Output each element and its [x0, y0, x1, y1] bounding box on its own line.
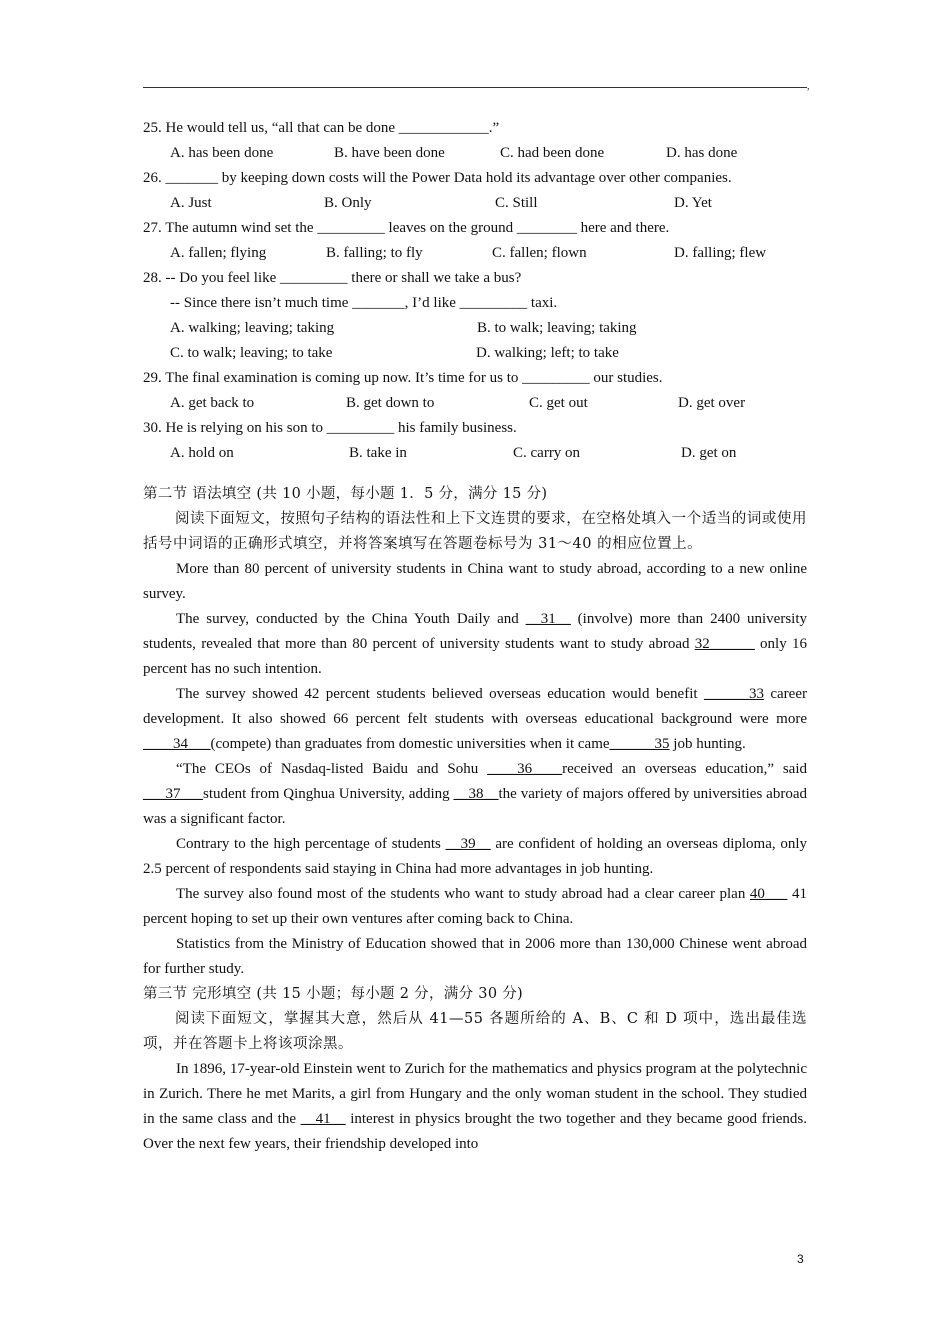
- option-b: B. falling; to fly: [326, 245, 423, 261]
- option-a: A. walking; leaving; taking: [170, 320, 335, 336]
- section-2-paragraph-2: The survey, conducted by the China Youth Daily and __31__ (involve) more than 2400 university students, revealed that more than 80 percent of university students want to study abroad 32______ only 16 percent has no such intention.: [143, 611, 808, 677]
- option-c: C. to walk; leaving; to take: [170, 345, 333, 361]
- option-d: D. walking; left; to take: [476, 345, 619, 361]
- blank-41: __41__: [300, 1111, 346, 1127]
- option-c: C. had been done: [500, 145, 605, 161]
- option-a: A. Just: [170, 195, 212, 211]
- question-28-stem-reply: -- Since there isn’t much time _______, I’d like _________ taxi.: [170, 295, 558, 311]
- blank-33: ______33: [703, 686, 764, 702]
- option-a: A. get back to: [170, 395, 255, 411]
- question-28-options-cd: [143, 341, 807, 366]
- blank-32: 32______: [694, 636, 755, 652]
- blank-39: __39__: [445, 836, 491, 852]
- option-b: B. take in: [349, 445, 407, 461]
- section-2-paragraph-4: “The CEOs of Nasdaq-listed Baidu and Sohu ____36____received an overseas education,” said ___37___student from Qinghua University, adding __38__the variety of majors offered by universities abroad was a significant factor.: [143, 761, 807, 827]
- option-a: A. hold on: [170, 445, 234, 461]
- question-29-stem: 29. The final examination is coming up now. It’s time for us to _________ our studies.: [143, 370, 663, 386]
- blank-40: 40___: [749, 886, 788, 902]
- blank-34: ____34___: [143, 736, 211, 752]
- option-c: C. carry on: [513, 445, 581, 461]
- question-27-stem: 27. The autumn wind set the _________ leaves on the ground ________ here and there.: [143, 220, 670, 236]
- section-2-paragraph-3: The survey showed 42 percent students believed overseas education would benefit ______33 career development. It also showed 66 percent felt students with overseas educational background were more ____34___(compete) than graduates from domestic universities when it came______35 job hunting.: [143, 686, 807, 752]
- option-d: D. get on: [681, 445, 737, 461]
- option-a: A. has been done: [170, 145, 274, 161]
- section-2-paragraph-1: More than 80 percent of university students in China want to study abroad, according to a new online survey.: [143, 561, 807, 602]
- question-25-stem: 25. He would tell us, “all that can be done ____________.”: [143, 120, 500, 136]
- page-content: [143, 116, 807, 1157]
- section-2-title: 第二节 语法填空 (共 10 小题，每小题 1．5 分，满分 15 分): [143, 486, 548, 502]
- blank-31: __31__: [525, 611, 571, 627]
- section-2-instruction: 阅读下面短文，按照句子结构的语法性和上下文连贯的要求，在空格处填入一个适当的词或使用括号中词语的正确形式填空，并将答案填写在答题卷标号为 31～40 的相应位置上。: [143, 511, 807, 552]
- blank-38: __38__: [453, 786, 499, 802]
- question-30-options: [143, 441, 807, 466]
- section-3-paragraph-1: In 1896, 17-year-old Einstein went to Zurich for the mathematics and physics program at the polytechnic in Zurich. There he met Marits, a girl from Hungary and the only woman student in the school. They studied in the same class and the __41__ interest in physics brought the two together and they became good friends. Over the next few years, their friendship developed into: [143, 1061, 807, 1152]
- header-mark: ,: [807, 81, 810, 92]
- question-25-options: [143, 141, 807, 166]
- option-a: A. fallen; flying: [170, 245, 267, 261]
- question-29-options: [143, 391, 807, 416]
- question-27-options: [143, 241, 807, 266]
- option-c: C. fallen; flown: [492, 245, 587, 261]
- option-d: D. Yet: [674, 195, 712, 211]
- section-3-instruction: 阅读下面短文，掌握其大意，然后从 41—55 各题所给的 A、B、C 和 D 项中，选出最佳选项，并在答题卡上将该项涂黑。: [143, 1011, 807, 1052]
- option-c: C. Still: [495, 195, 538, 211]
- blank-36: ____36____: [487, 761, 563, 777]
- option-c: C. get out: [529, 395, 588, 411]
- section-2-paragraph-5: Contrary to the high percentage of students __39__ are confident of holding an overseas diploma, only 2.5 percent of respondents said staying in China had more advantages in job hunting.: [143, 836, 807, 877]
- option-b: B. get down to: [346, 395, 435, 411]
- question-30-stem: 30. He is relying on his son to _________ his family business.: [143, 420, 517, 436]
- question-28-stem: 28. -- Do you feel like _________ there or shall we take a bus?: [143, 270, 522, 286]
- option-b: B. to walk; leaving; taking: [477, 320, 637, 336]
- option-b: B. Only: [324, 195, 372, 211]
- section-3-title: 第三节 完形填空 (共 15 小题；每小题 2 分，满分 30 分): [143, 986, 524, 1002]
- blank-37: ___37___: [143, 786, 203, 802]
- header-rule: [143, 87, 807, 88]
- question-26-stem: 26. _______ by keeping down costs will the Power Data hold its advantage over other companies.: [143, 170, 732, 186]
- page-number: 3: [797, 1252, 804, 1266]
- option-d: D. get over: [678, 395, 746, 411]
- option-b: B. have been done: [334, 145, 445, 161]
- section-2-paragraph-7: Statistics from the Ministry of Education showed that in 2006 more than 130,000 Chinese went abroad for further study.: [143, 936, 807, 977]
- question-28-options-ab: [143, 316, 807, 341]
- section-2-paragraph-6: The survey also found most of the students who want to study abroad had a clear career plan 40___ 41 percent hoping to set up their own ventures after coming back to China.: [143, 886, 808, 927]
- blank-35: ______35: [609, 736, 670, 752]
- option-d: D. has done: [666, 145, 738, 161]
- question-26-options: [143, 191, 807, 216]
- option-d: D. falling; flew: [674, 245, 767, 261]
